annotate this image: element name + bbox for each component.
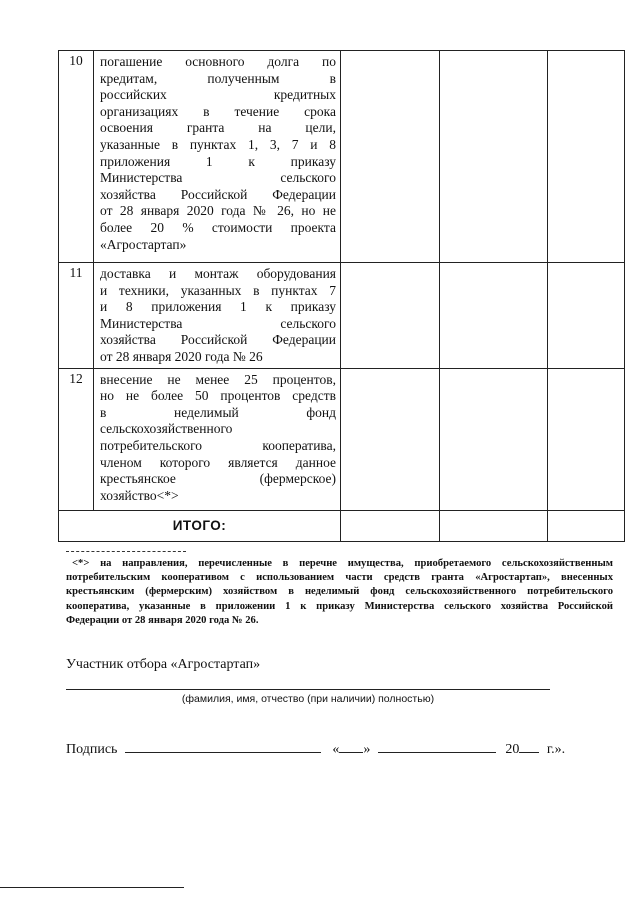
total-cell-2[interactable] <box>440 510 548 541</box>
description-line: Министерства сельского <box>100 315 336 331</box>
quote-close: » <box>363 742 371 757</box>
signature-label: Подпись <box>66 742 118 757</box>
description-line: сельскохозяйственного <box>100 421 233 437</box>
description-line: от 28 января 2020 года № 26, но не <box>100 203 336 219</box>
participant-name-hint: (фамилия, имя, отчество (при наличии) полностью) <box>181 693 435 705</box>
total-cell-1[interactable] <box>341 510 440 541</box>
description-line: погашение основного долга по <box>100 54 336 69</box>
year-suffix: г.». <box>546 742 566 757</box>
value-cell-1[interactable] <box>341 263 440 369</box>
description-line: организациях в течение срока <box>100 103 336 119</box>
signature-field[interactable] <box>125 740 321 753</box>
description-line: доставка и монтаж оборудования <box>100 266 336 281</box>
footnote-line: <*> на направления, перечисленные в перечне имущества, приобретаемого сельскохозяйственным <box>72 558 613 569</box>
description-line: членом которого является данное <box>100 454 336 470</box>
description-line: приложения 1 к приказу <box>100 153 336 169</box>
description-line: более 20 % стоимости проекта <box>100 219 336 235</box>
description-line: хозяйства Российской Федерации <box>100 332 336 348</box>
table-row <box>59 263 625 369</box>
row-number: 12 <box>59 368 94 510</box>
row-number: 10 <box>59 51 94 263</box>
value-cell-3[interactable] <box>548 368 625 510</box>
description-line: Министерства сельского <box>100 170 336 186</box>
description-line: хозяйство<*> <box>100 487 179 503</box>
value-cell-2[interactable] <box>440 51 548 263</box>
bottom-rule <box>0 887 184 888</box>
description-line: и 8 приложения 1 к приказу <box>100 299 336 315</box>
description-line: кредитам, полученным в <box>100 70 336 86</box>
footnote-line: кооператива, указанные в приложении 1 к приказу Министерства сельского хозяйства Российской <box>66 600 613 612</box>
description-line: российских кредитных <box>100 87 336 103</box>
quote-open: « <box>332 742 340 757</box>
expenses-table <box>58 50 625 542</box>
description-line: в неделимый фонд <box>100 404 336 420</box>
description-line: хозяйства Российской Федерации <box>100 186 336 202</box>
value-cell-1[interactable] <box>341 51 440 263</box>
value-cell-1[interactable] <box>341 368 440 510</box>
day-field[interactable] <box>339 740 363 753</box>
total-row <box>59 510 625 541</box>
description-line: потребительского кооператива, <box>100 437 336 453</box>
total-label: ИТОГО: <box>59 510 341 541</box>
description-line: крестьянское (фермерское) <box>100 471 336 487</box>
participant-name-line[interactable] <box>66 689 550 690</box>
description-line: внесение не менее 25 процентов, <box>100 371 336 387</box>
footnote-line: Федерации от 28 января 2020 года № 26. <box>66 614 259 626</box>
row-description <box>94 368 341 510</box>
month-field[interactable] <box>378 740 496 753</box>
footnote <box>66 557 613 628</box>
row-number: 11 <box>59 263 94 369</box>
year-prefix: 20 <box>505 742 520 757</box>
table-row <box>59 51 625 263</box>
footnote-line: крестьянским (фермерским) хозяйством в неделимый фонд сельскохозяйственного потребительского <box>66 586 613 598</box>
row-description <box>94 51 341 263</box>
footnote-line: потребительским кооперативом с использованием части средств гранта «Агростартап», внесенных <box>66 572 613 584</box>
value-cell-2[interactable] <box>440 368 548 510</box>
description-line: освоения гранта на цели, <box>100 120 336 136</box>
row-description <box>94 263 341 369</box>
description-line: указанные в пунктах 1, 3, 7 и 8 <box>100 136 336 152</box>
participant-label: Участник отбора «Агростартап» <box>66 657 261 672</box>
total-cell-3[interactable] <box>548 510 625 541</box>
description-line: от 28 января 2020 года № 26 <box>100 348 263 364</box>
value-cell-3[interactable] <box>548 263 625 369</box>
year-field[interactable] <box>519 740 539 753</box>
description-line: но не более 50 процентов средств <box>100 388 336 404</box>
description-line: и техники, указанных в пунктах 7 <box>100 282 336 298</box>
value-cell-3[interactable] <box>548 51 625 263</box>
footnote-separator <box>66 551 186 552</box>
table-row <box>59 368 625 510</box>
description-line: «Агростартап» <box>100 236 187 252</box>
signature-line <box>66 740 565 758</box>
value-cell-2[interactable] <box>440 263 548 369</box>
